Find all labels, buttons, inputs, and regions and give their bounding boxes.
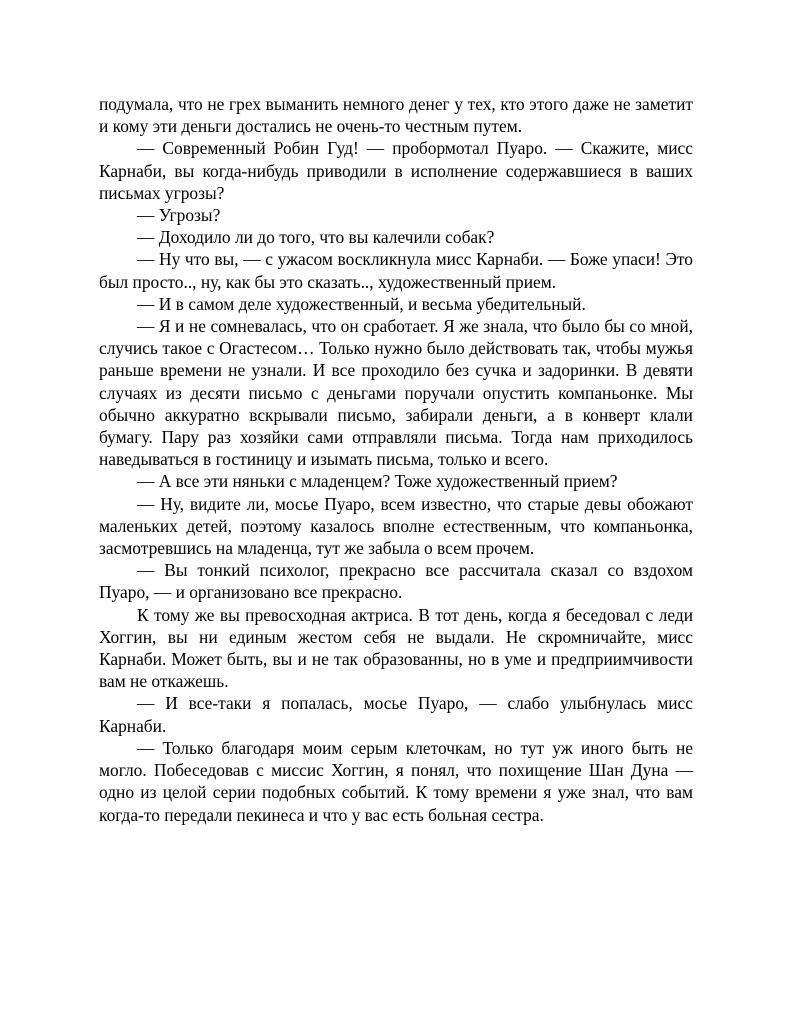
paragraph-10: — Вы тонкий психолог, прекрасно все рассчитала сказал со вздохом Пуаро, — и организовано все прекрасно. [99, 560, 693, 603]
paragraph-1: подумала, что не грех выманить немного денег у тех, кто этого даже не заметит и кому эти деньги достались не очень-то честным путем. [99, 94, 693, 137]
document-page [99, 93, 693, 826]
paragraph-3: — Угрозы? [137, 205, 221, 226]
paragraph-9: — Ну, видите ли, мосье Пуаро, всем известно, что старые девы обожают маленьких детей, поэтому казалось вполне естественным, что компаньонка, засмотревшись на младенца, тут же забыла о всем прочем. [99, 493, 693, 559]
paragraph-12: — И все-таки я попалась, мосье Пуаро, — слабо улыбнулась мисс Карнаби. [99, 693, 693, 736]
paragraph-13: — Только благодаря моим серым клеточкам, но тут уж иного быть не могло. Побеседовав с миссис Хоггин, я понял, что похищение Шан Дуна — одно из целой серии подобных событий. К тому времени я уже знал, что вам когда-то передали пекинеса и что у вас есть больная сестра. [99, 737, 693, 825]
paragraph-6: — И в самом деле художественный, и весьма убедительный. [137, 293, 586, 314]
paragraph-4: — Доходило ли до того, что вы калечили собак? [137, 227, 495, 248]
paragraph-5: — Ну что вы, — с ужасом воскликнула мисс Карнаби. — Боже упаси! Это был просто.., ну, как бы это сказать.., художественный прием. [99, 249, 693, 292]
paragraph-7: — Я и не сомневалась, что он сработает. Я же знала, что было бы со мной, случись такое с Огастесом… Только нужно было действовать так, чтобы мужья раньше времени не узнали. И все проходило без сучка и задоринки. В девяти случаях из десяти письмо с деньгами поручали опустить компаньонке. Мы обычно аккуратно вскрывали письмо, забирали деньги, а в конверт клали бумагу. Пару раз хозяйки сами отправляли письма. Тогда нам приходилось наведываться в гостиницу и изымать письма, только и всего. [99, 316, 693, 470]
paragraph-11: К тому же вы превосходная актриса. В тот день, когда я беседовал с леди Хоггин, вы ни единым жестом себя не выдали. Не скромничайте, мисс Карнаби. Может быть, вы и не так образованны, но в уме и предприимчивости вам не откажешь. [99, 604, 693, 692]
paragraph-8: — А все эти няньки с младенцем? Тоже художественный прием? [137, 471, 618, 492]
paragraph-2: — Современный Робин Гуд! — пробормотал Пуаро. — Скажите, мисс Карнаби, вы когда-нибудь приводили в исполнение содержавшиеся в ваших письмах угрозы? [99, 138, 693, 203]
